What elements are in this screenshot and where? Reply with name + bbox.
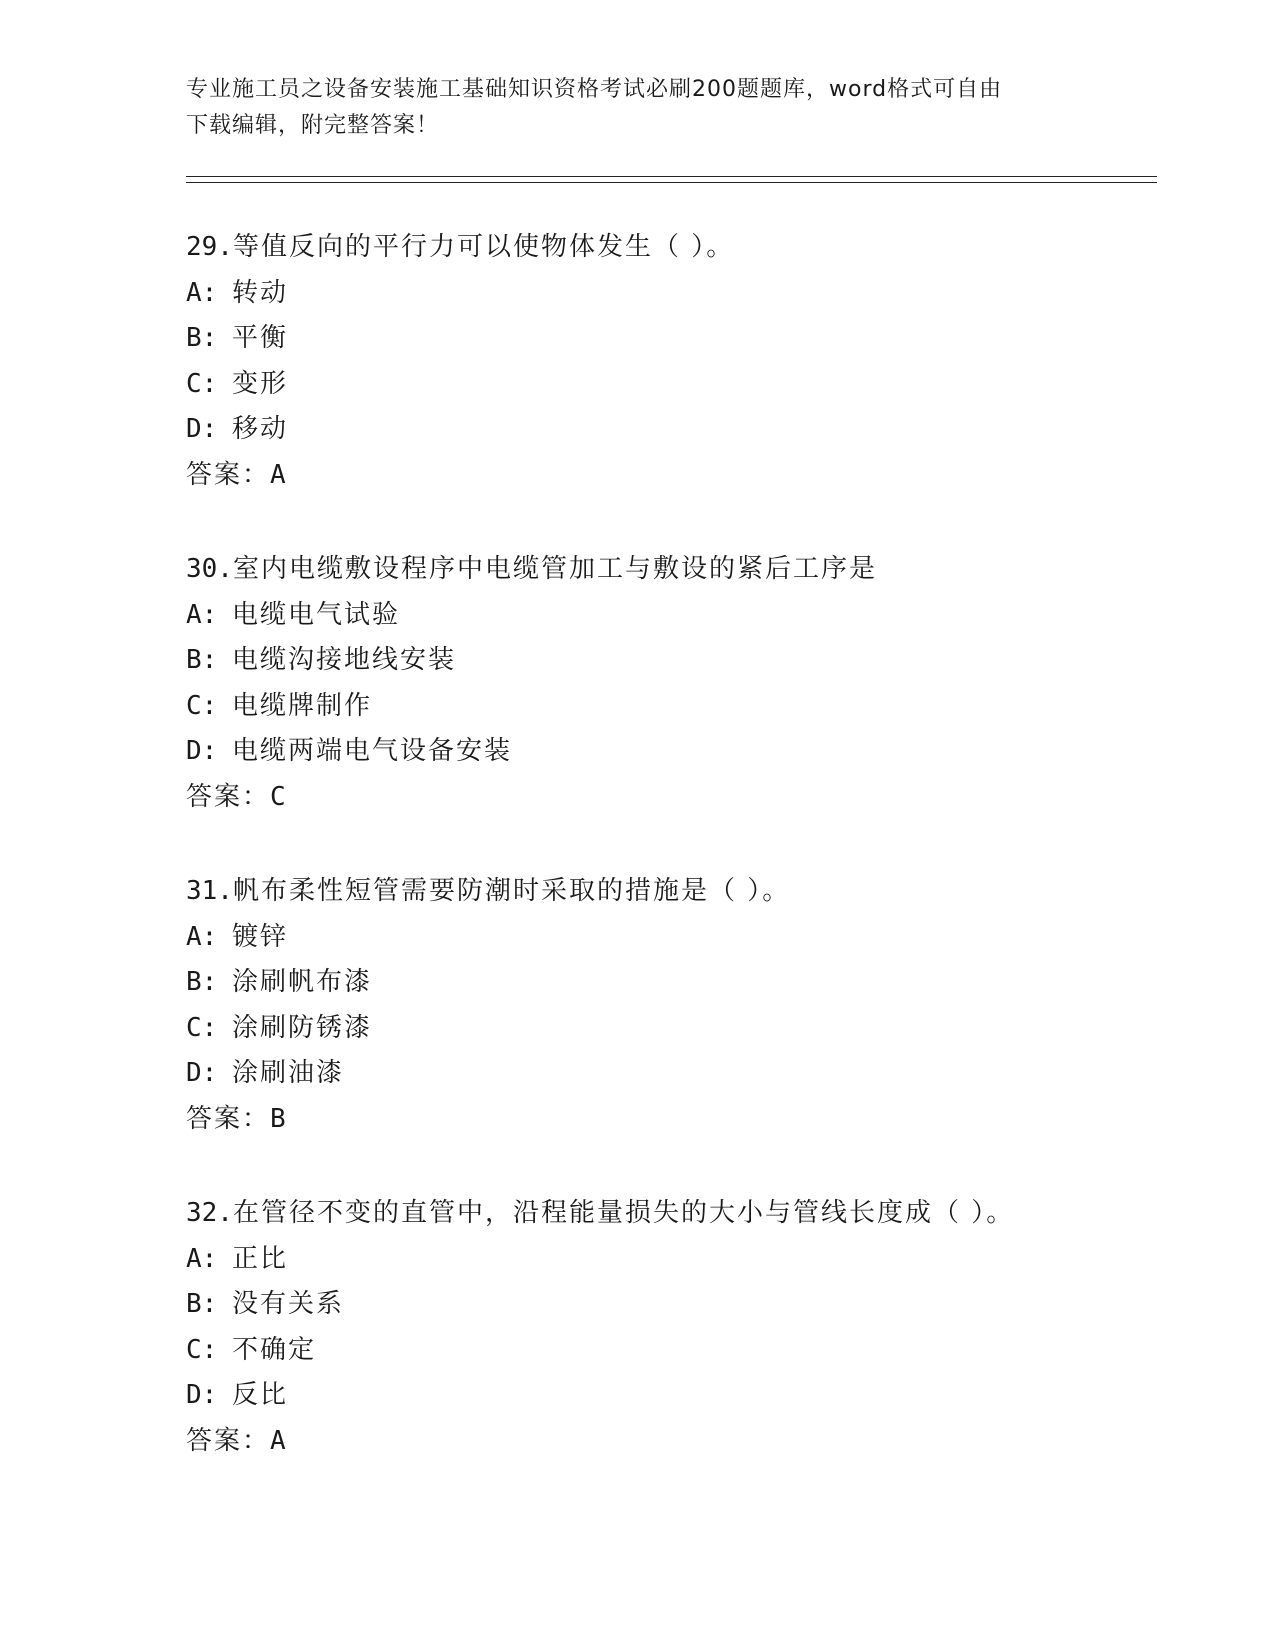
- answer-label: 答案：: [186, 1103, 271, 1134]
- option-key: B:: [186, 323, 218, 353]
- question-block: [186, 547, 1146, 869]
- option-text: 电缆牌制作: [232, 690, 373, 721]
- option-text: 移动: [232, 414, 289, 444]
- option-b: [186, 316, 1146, 362]
- document-header: [186, 72, 1086, 144]
- question-number: 31.: [186, 876, 233, 906]
- question-stem: [186, 1191, 1146, 1237]
- option-text: 反比: [232, 1380, 289, 1410]
- answer-value: A: [270, 459, 286, 490]
- answer-value: A: [270, 1425, 286, 1456]
- option-key: C:: [186, 1334, 218, 1365]
- option-key: B:: [186, 645, 218, 675]
- option-text: 电缆两端电气设备安装: [232, 736, 513, 766]
- option-key: D:: [186, 736, 218, 766]
- option-text: 电缆沟接地线安装: [232, 645, 457, 675]
- question-number: 32.: [186, 1198, 233, 1228]
- option-c: [186, 362, 1146, 408]
- option-b: [186, 1282, 1146, 1328]
- answer-label: 答案：: [186, 459, 271, 490]
- answer-line: [186, 1419, 1146, 1465]
- option-text: 涂刷帆布漆: [232, 967, 373, 997]
- option-key: A:: [186, 1243, 218, 1274]
- option-text: 没有关系: [232, 1289, 345, 1319]
- option-key: A:: [186, 599, 218, 630]
- option-key: D:: [186, 1380, 218, 1410]
- answer-value: C: [270, 781, 286, 812]
- option-key: C:: [186, 1012, 218, 1043]
- option-b: [186, 960, 1146, 1006]
- question-text: 室内电缆敷设程序中电缆管加工与敷设的紧后工序是: [232, 554, 877, 584]
- question-block: [186, 225, 1146, 547]
- header-title-line-1: 专业施工员之设备安装施工基础知识资格考试必刷200题题库，word格式可自由: [186, 77, 1003, 102]
- option-text: 变形: [232, 368, 289, 399]
- option-text: 涂刷防锈漆: [232, 1012, 373, 1043]
- question-stem: [186, 547, 1146, 593]
- header-divider: [186, 176, 1157, 183]
- option-text: 涂刷油漆: [232, 1058, 345, 1088]
- answer-label: 答案：: [186, 781, 271, 812]
- option-a: [186, 271, 1146, 317]
- option-c: [186, 684, 1146, 730]
- question-list: [186, 225, 1146, 1513]
- answer-value: B: [270, 1103, 286, 1134]
- option-c: [186, 1006, 1146, 1052]
- option-b: [186, 638, 1146, 684]
- option-key: D:: [186, 1058, 218, 1088]
- option-key: B:: [186, 1289, 218, 1319]
- option-a: [186, 593, 1146, 639]
- option-text: 转动: [232, 277, 289, 308]
- question-text: 等值反向的平行力可以使物体发生（ ）。: [232, 232, 735, 262]
- option-text: 平衡: [232, 323, 289, 353]
- answer-line: [186, 1097, 1146, 1143]
- option-d: [186, 729, 1146, 775]
- option-text: 正比: [232, 1243, 289, 1274]
- question-stem: [186, 869, 1146, 915]
- question-text: 帆布柔性短管需要防潮时采取的措施是（ ）。: [232, 876, 791, 906]
- option-c: [186, 1328, 1146, 1374]
- option-a: [186, 1237, 1146, 1283]
- header-title-line-2: 下载编辑，附完整答案！: [186, 113, 440, 138]
- answer-line: [186, 453, 1146, 499]
- option-key: A:: [186, 277, 218, 308]
- option-text: 电缆电气试验: [232, 599, 401, 630]
- option-text: 不确定: [232, 1334, 317, 1365]
- question-block: [186, 869, 1146, 1191]
- option-key: A:: [186, 921, 218, 952]
- question-stem: [186, 225, 1146, 271]
- answer-line: [186, 775, 1146, 821]
- option-key: C:: [186, 690, 218, 721]
- option-key: D:: [186, 414, 218, 444]
- option-d: [186, 1373, 1146, 1419]
- option-text: 镀锌: [232, 921, 289, 952]
- question-number: 29.: [186, 232, 233, 262]
- option-d: [186, 1051, 1146, 1097]
- option-a: [186, 915, 1146, 961]
- option-key: B:: [186, 967, 218, 997]
- question-block: [186, 1191, 1146, 1513]
- option-key: C:: [186, 368, 218, 399]
- option-d: [186, 407, 1146, 453]
- answer-label: 答案：: [186, 1425, 271, 1456]
- question-number: 30.: [186, 554, 233, 584]
- question-text: 在管径不变的直管中，沿程能量损失的大小与管线长度成（ ）。: [232, 1198, 1015, 1228]
